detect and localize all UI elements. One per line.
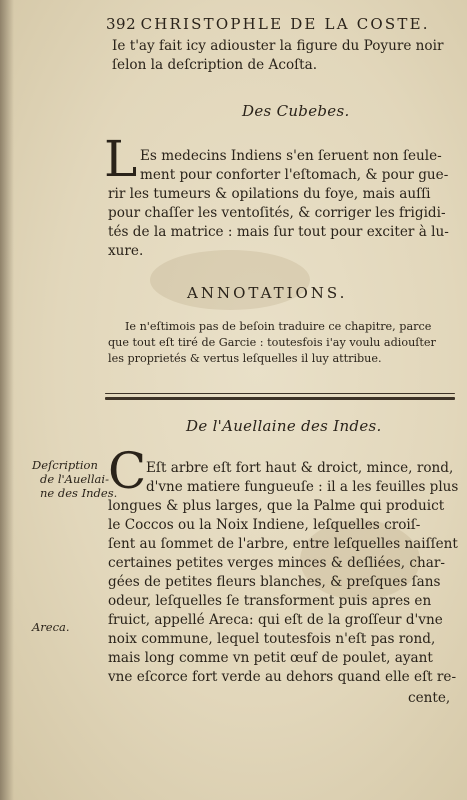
paragraph-line: noix commune, lequel toutesfois n'eſt pas rond, xyxy=(108,631,436,647)
page-number: 392 xyxy=(106,15,137,33)
paragraph-line: ment pour conforter l'eſtomach, & pour gue- xyxy=(140,167,449,183)
paragraph-line: Es medecins Indiens s'en ſeruent non ſeule- xyxy=(140,148,442,164)
paragraph-line: d'vne matiere fungueuſe : il a les feuilles plus xyxy=(146,479,459,495)
margin-note-line: de l'Auellai- xyxy=(40,472,109,486)
paragraph-line: longues & plus larges, que la Palme qui produict xyxy=(108,498,445,514)
page-gutter-shadow xyxy=(0,0,14,800)
margin-note-line: Deſcription xyxy=(32,458,98,472)
paragraph-line: fruict, appellé Areca: qui eſt de la groſſeur d'vne xyxy=(108,612,443,628)
paragraph-line: pour chaſſer les ventoſités, & corriger les frigidi- xyxy=(108,205,446,221)
running-head xyxy=(106,16,430,34)
annotation-line: Ie n'eſtimois pas de beſoin traduire ce chapitre, parce xyxy=(125,320,432,333)
opening-line: Ie t'ay fait icy adiouster la figure du Poyure noir xyxy=(112,38,444,54)
paragraph-line: rir les tumeurs & opilations du foye, mais auſſi xyxy=(108,186,431,202)
paragraph-line: xure. xyxy=(108,243,144,259)
paragraph-line: tés de la matrice : mais ſur tout pour exciter à lu- xyxy=(108,224,449,240)
section-title-cubebes: Des Cubebes. xyxy=(242,102,350,120)
margin-note-line: ne des Indes. xyxy=(40,486,118,500)
annotations-heading: ANNOTATIONS. xyxy=(187,284,348,302)
paragraph-line: odeur, leſquelles ſe transforment puis apres en xyxy=(108,593,432,609)
paragraph-line: certaines petites verges minces & deſliées, char- xyxy=(108,555,445,571)
annotation-line: les proprietés & vertus leſquelles il luy attribue. xyxy=(108,352,382,365)
section-divider-thin xyxy=(105,393,455,394)
paragraph-line: ſent au ſommet de l'arbre, entre leſquelles naiſſent xyxy=(108,536,458,552)
paragraph-line: gées de petites fleurs blanches, & preſques ſans xyxy=(108,574,441,590)
section-divider xyxy=(105,397,455,400)
running-head-title: CHRISTOPHLE DE LA COSTE. xyxy=(140,15,430,33)
dropcap-l: L xyxy=(104,130,138,188)
paragraph-line: le Coccos ou la Noix Indiene, leſquelles croiſ- xyxy=(108,517,421,533)
dropcap-c: C xyxy=(108,442,147,500)
margin-note-description xyxy=(32,458,117,500)
catchword: cente, xyxy=(408,690,451,706)
margin-note-areca: Areca. xyxy=(32,620,70,634)
paragraph-line: Eſt arbre eſt fort haut & droict, mince, rond, xyxy=(146,460,454,476)
section-title-auellaine: De l'Auellaine des Indes. xyxy=(186,417,382,435)
annotation-line: que tout eſt tiré de Garcie : toutesfois i'ay voulu adiouſter xyxy=(108,336,436,349)
paragraph-line: mais long comme vn petit œuf de poulet, ayant xyxy=(108,650,433,666)
paragraph-line: vne eſcorce fort verde au dehors quand elle eſt re- xyxy=(108,669,457,685)
opening-line: ſelon la deſcription de Acoſta. xyxy=(112,57,318,73)
